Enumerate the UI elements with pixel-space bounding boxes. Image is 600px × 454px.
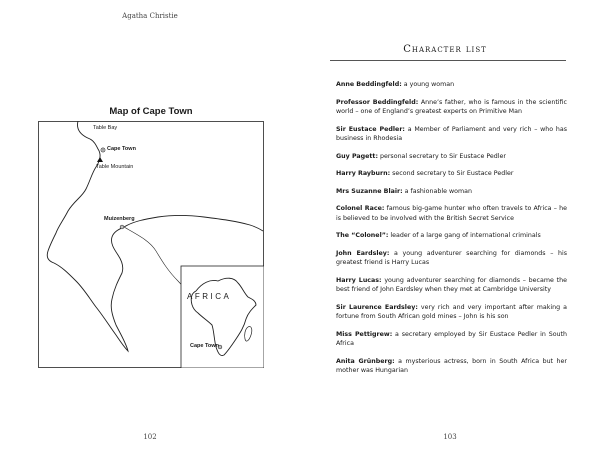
character-description: a Member of Parliament and very rich – who has business in Rhodesia <box>336 125 567 142</box>
label-table-mountain: Table Mountain <box>96 164 134 170</box>
character-name: John Eardsley: <box>336 249 390 257</box>
label-cape-town: Cape Town <box>107 146 136 152</box>
character-description: very rich and very important after making a fortune from South African gold mines – John is his son <box>336 303 567 320</box>
character-description: a fashionable woman <box>402 187 472 195</box>
character-name: Harry Rayburn: <box>336 170 391 177</box>
character-description: famous big-game hunter who often travels to Africa – he is believed to be involved with the British Secret Service <box>336 205 567 222</box>
character-name: Mrs Suzanne Blair: <box>336 187 403 195</box>
character-list-heading: Character list <box>403 44 487 55</box>
character-name: Anita Grünberg: <box>336 357 395 365</box>
map-drawing <box>38 121 264 368</box>
heading-rule <box>330 60 566 61</box>
character-name: Professor Beddingfeld: <box>336 98 419 106</box>
character-entry <box>336 98 567 117</box>
label-inset-cape-town: Cape Town <box>190 343 219 349</box>
character-entry <box>336 204 567 223</box>
character-description: a secretary employed by Sir Eustace Pedler in South Africa <box>336 330 567 347</box>
character-entry <box>336 303 567 322</box>
label-table-bay: Table Bay <box>93 125 118 131</box>
character-description: young adventurer searching for diamonds – became the best friend of John Eardsley when they met at Cambridge University <box>336 276 567 293</box>
character-description: a mysterious actress, born in South Africa but her mother was Hungarian <box>336 357 567 374</box>
label-muizenberg: Muizenberg <box>104 216 135 222</box>
character-entry <box>336 330 567 349</box>
cape-town-map <box>38 121 264 368</box>
character-description: second secretary to Sir Eustace Pedler <box>390 170 514 177</box>
character-name: Guy Pagett: <box>336 152 378 160</box>
page-number-right: 103 <box>443 433 457 441</box>
character-name: Miss Pettigrew: <box>336 330 393 338</box>
character-entry <box>336 357 567 376</box>
character-entry <box>336 276 567 295</box>
character-name: The “Colonel”: <box>336 232 389 239</box>
page-number-left: 102 <box>143 433 157 441</box>
map-title: Map of Cape Town <box>109 106 193 117</box>
character-entry <box>336 169 567 179</box>
character-entry <box>336 125 567 144</box>
africa-inset-frame <box>181 266 264 368</box>
character-entry <box>336 80 567 90</box>
running-head: Agatha Christie <box>122 12 178 20</box>
character-description: a young woman <box>401 81 455 88</box>
character-description: Anne’s father, who is famous in the scientific world – one of England’s greatest experts on Primitive Man <box>336 98 567 115</box>
character-name: Sir Eustace Pedler: <box>336 125 405 133</box>
right-page <box>300 0 600 454</box>
character-description: leader of a large gang of international criminals <box>388 232 541 239</box>
character-name: Anne Beddingfeld: <box>336 81 402 88</box>
character-description: personal secretary to Sir Eustace Pedler <box>377 152 506 160</box>
character-list <box>336 80 567 384</box>
character-description: a young adventurer searching for diamonds – his greatest friend is Harry Lucas <box>336 249 567 266</box>
character-entry <box>336 249 567 268</box>
character-name: Harry Lucas: <box>336 276 382 284</box>
character-entry <box>336 152 567 162</box>
character-name: Colonel Race: <box>336 205 385 212</box>
character-name: Sir Laurence Eardsley: <box>336 303 418 311</box>
label-africa: AFRICA <box>187 292 232 301</box>
character-entry <box>336 231 567 241</box>
character-entry <box>336 187 567 197</box>
